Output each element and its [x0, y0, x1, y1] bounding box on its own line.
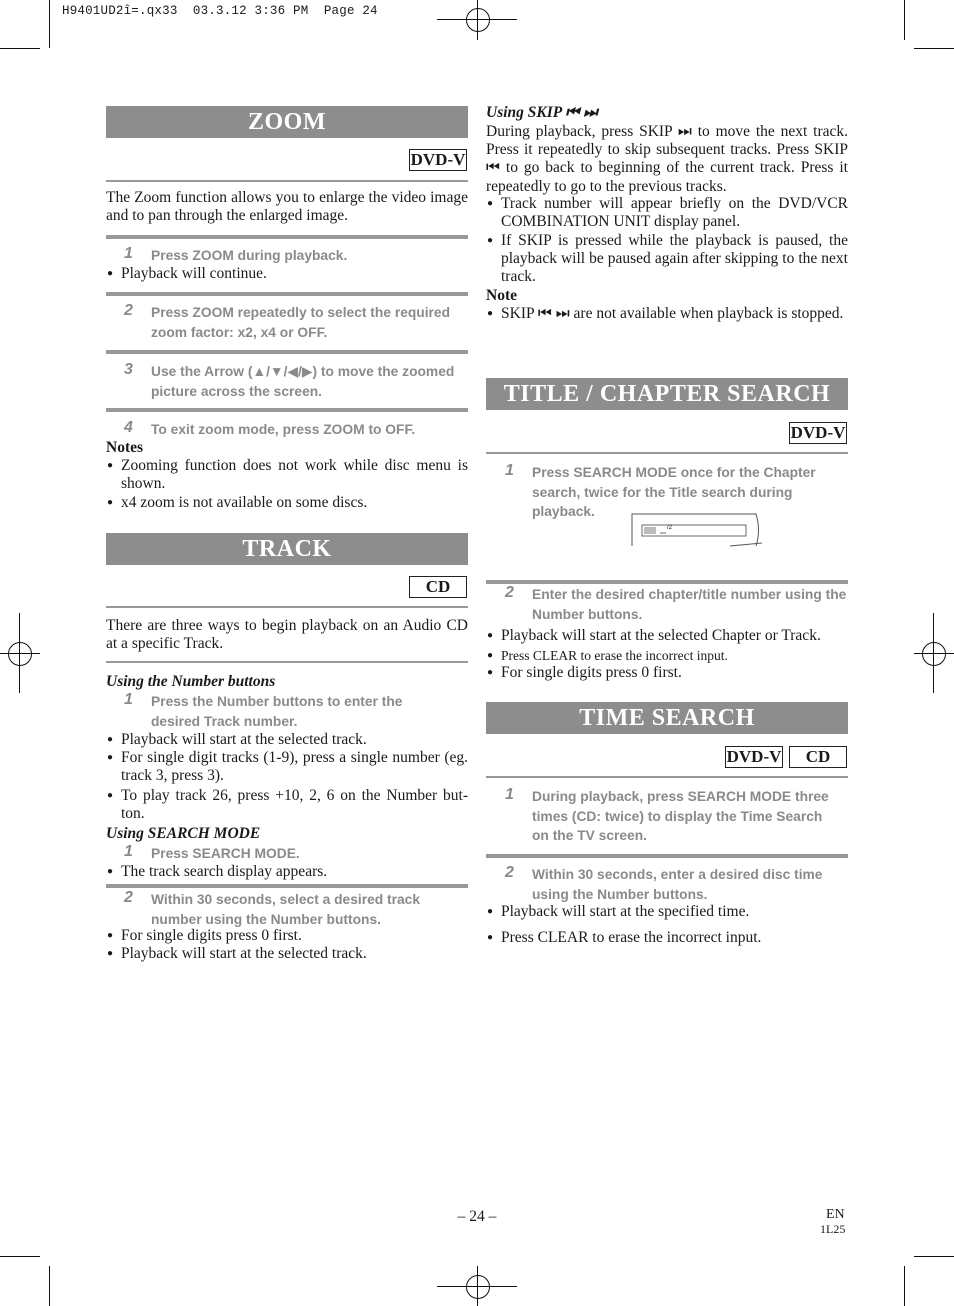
- notes-label: Notes: [106, 439, 144, 456]
- time-search-bullet: ● Playback will start at the specified time.: [487, 903, 848, 921]
- title-search-bullet: ● For single digits press 0 first.: [487, 664, 848, 682]
- time-search-step-1: [505, 786, 842, 846]
- registration-line: [477, 1266, 478, 1306]
- skip-paragraph: During playback, press SKIP ⏭ to move the next track. Press it repeatedly to skip subsequent tracks. Press SKIP ⏮ to go back to beginning of the current track. Press it repeatedly to go to the previous tracks.: [486, 123, 848, 195]
- zoom-step-1: [124, 245, 468, 266]
- step-number: 3: [124, 361, 133, 378]
- step-number: 2: [505, 584, 514, 601]
- document-code: 1L25: [820, 1222, 846, 1236]
- step-text: Press ZOOM during playback.: [151, 248, 348, 263]
- step-text: Within 30 seconds, select a desired track number using the Number buttons.: [151, 892, 421, 927]
- dvd-v-badge: DVD-V: [410, 150, 466, 169]
- skip-bullet: ● If SKIP is pressed while the playback is paused, the playback will be paused again after skipping to the next track.: [487, 232, 848, 287]
- title-search-step-2: [505, 584, 848, 624]
- crop-mark: [914, 1256, 954, 1257]
- registration-mark: [922, 642, 946, 666]
- page-number: – 24 –: [457, 1208, 497, 1225]
- note-label: Note: [486, 287, 517, 304]
- zoom-intro: The Zoom function allows you to enlarge the video image and to pan through the enlarged image.: [106, 189, 468, 225]
- step-number: 2: [505, 864, 514, 881]
- divider: [486, 452, 848, 454]
- step-text: During playback, press SEARCH MODE three times (CD: twice) to display the Time Search on the TV screen.: [532, 789, 829, 843]
- divider: [106, 180, 468, 182]
- step-divider: [106, 292, 468, 296]
- divider: [106, 606, 468, 608]
- registration-mark: [466, 8, 490, 32]
- zoom-step-3: [124, 361, 461, 401]
- time-search-step-2: [505, 864, 832, 904]
- step-number: 1: [124, 691, 133, 708]
- title-chapter-search-heading: TITLE / CHAPTER SEARCH: [486, 378, 848, 410]
- tv-screen-svg: [630, 512, 762, 548]
- crop-mark: [904, 0, 905, 40]
- language-code: EN: [826, 1207, 845, 1222]
- track-bullet: ● For single digit tracks (1-9), press a single number (eg. track 3, press 3).: [107, 749, 468, 785]
- step-text: Use the Arrow (▲/▼/◀/▶) to move the zoomed picture across the screen.: [151, 364, 455, 399]
- track-step-search-2: [124, 889, 451, 929]
- track-step-1: [124, 691, 451, 731]
- registration-line: [19, 613, 20, 693]
- step-text: Press the Number buttons to enter the desired Track number.: [151, 694, 403, 729]
- crop-mark: [0, 1256, 40, 1257]
- divider: [486, 776, 848, 778]
- step-number: 1: [505, 462, 514, 479]
- title-search-bullet: ● Playback will start at the selected Chapter or Track.: [487, 627, 861, 645]
- step-divider: [106, 884, 468, 888]
- track-sub-search-mode: Using SEARCH MODE: [106, 825, 261, 842]
- skip-bullet: ● Track number will appear briefly on the DVD/VCR COMBINATION UNIT display panel.: [487, 195, 848, 231]
- time-search-heading: TIME SEARCH: [486, 702, 848, 734]
- registration-line: [477, 0, 478, 40]
- dvd-v-badge: DVD-V: [790, 423, 846, 442]
- step-text: Enter the desired chapter/title number using the Number buttons.: [532, 587, 847, 622]
- tv-screen-illustration: [630, 512, 762, 548]
- step-text: Press ZOOM repeatedly to select the required zoom factor: x2, x4 or OFF.: [151, 305, 451, 340]
- crop-mark: [49, 0, 50, 48]
- track-bullet: ● For single digits press 0 first.: [107, 927, 468, 945]
- track-step-search-1: [124, 843, 468, 864]
- track-bullet: ● Playback will start at the selected track.: [107, 945, 468, 963]
- step-number: 1: [124, 843, 133, 860]
- crop-mark: [914, 48, 954, 49]
- track-heading: TRACK: [106, 533, 468, 565]
- registration-line: [914, 653, 954, 654]
- zoom-note-1: ● Zooming function does not work while disc menu is shown.: [107, 457, 468, 493]
- slug-line: H9401UD2î=.qx33 03.3.12 3:36 PM Page 24: [62, 4, 378, 18]
- time-search-bullet: ● Press CLEAR to erase the incorrect input.: [487, 929, 848, 947]
- zoom-step-1-bullet: ● Playback will continue.: [107, 265, 468, 283]
- cd-badge: CD: [789, 746, 847, 768]
- step-divider: [486, 854, 848, 858]
- step-number: 2: [124, 889, 133, 906]
- step-number: 4: [124, 419, 133, 436]
- registration-mark: [8, 642, 32, 666]
- registration-mark: [466, 1275, 490, 1299]
- zoom-step-4: [124, 419, 468, 440]
- step-divider: [106, 408, 468, 412]
- zoom-note-2: ● x4 zoom is not available on some discs.: [107, 494, 468, 512]
- crop-mark: [49, 1266, 50, 1306]
- step-divider: [106, 350, 468, 354]
- title-search-bullet: ● Press CLEAR to erase the incorrect input.: [487, 647, 848, 665]
- zoom-step-2: [124, 302, 451, 342]
- step-divider: [106, 235, 468, 239]
- track-bullet: ● The track search display appears.: [107, 863, 468, 881]
- crop-mark: [0, 48, 40, 49]
- track-intro: There are three ways to begin playback on an Audio CD at a specific Track.: [106, 617, 468, 653]
- tv-display-text: /2: [667, 525, 673, 531]
- skip-subheading: Using SKIP ⏮ ⏭: [486, 104, 598, 121]
- step-number: 2: [124, 302, 133, 319]
- step-divider: [486, 580, 848, 584]
- track-bullet: ● Playback will start at the selected track.: [107, 731, 468, 749]
- step-text: To exit zoom mode, press ZOOM to OFF.: [151, 422, 416, 437]
- cd-badge: CD: [409, 576, 467, 598]
- dvd-v-badge: DVD-V: [726, 747, 782, 766]
- track-sub-number-buttons: Using the Number buttons: [106, 673, 276, 690]
- step-text: Press SEARCH MODE once for the Chapter search, twice for the Title search during playback.: [532, 465, 816, 519]
- skip-note: ● SKIP ⏮ ⏭ are not available when playback is stopped.: [487, 305, 848, 323]
- track-bullet: ● To play track 26, press +10, 2, 6 on the Number but-ton.: [107, 787, 468, 823]
- step-text: Press SEARCH MODE.: [151, 846, 300, 861]
- crop-mark: [904, 1266, 905, 1306]
- step-number: 1: [124, 245, 133, 262]
- step-number: 1: [505, 786, 514, 803]
- zoom-heading: ZOOM: [106, 106, 468, 138]
- divider: [106, 661, 468, 663]
- registration-line: [933, 613, 934, 693]
- step-text: Within 30 seconds, enter a desired disc time using the Number buttons.: [532, 867, 823, 902]
- registration-line: [0, 653, 40, 654]
